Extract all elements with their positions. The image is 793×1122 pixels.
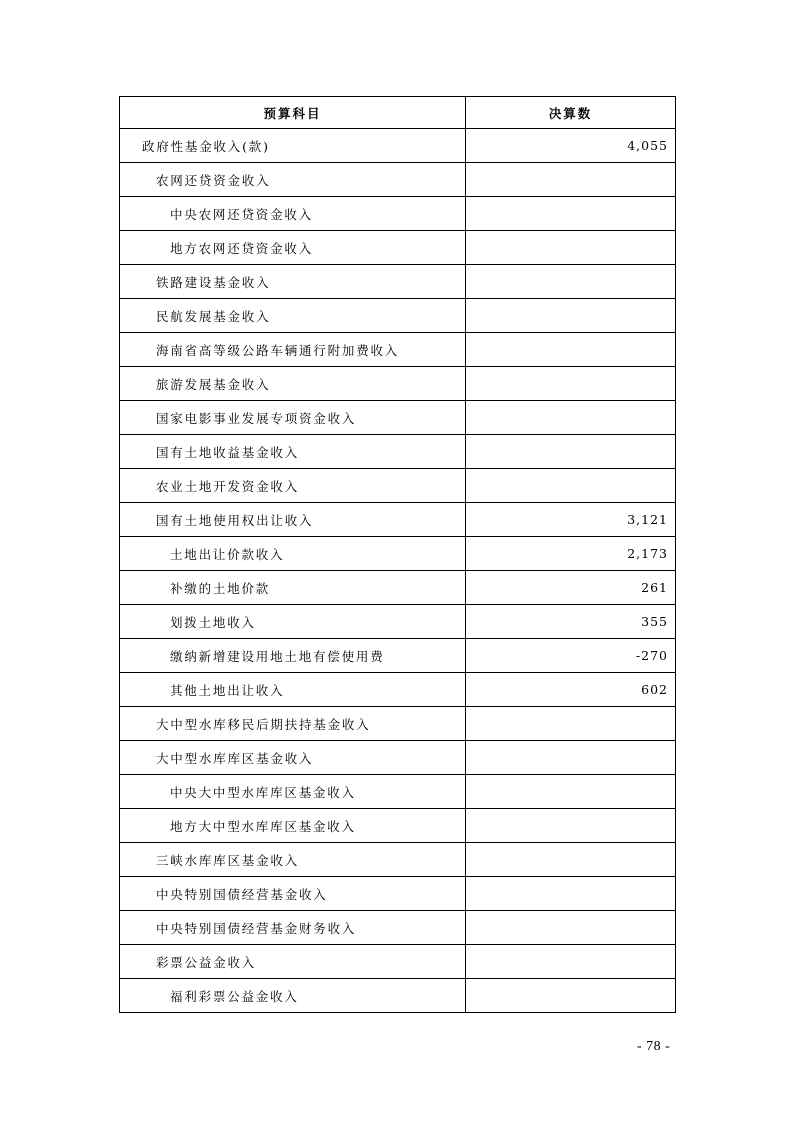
table-row (120, 333, 676, 367)
final-amount: 602 (466, 673, 676, 707)
table-row (120, 639, 676, 673)
table-row (120, 265, 676, 299)
final-amount (466, 809, 676, 843)
table-row (120, 809, 676, 843)
final-amount (466, 401, 676, 435)
budget-item-name: 彩票公益金收入 (120, 945, 466, 979)
table-row (120, 367, 676, 401)
final-amount (466, 231, 676, 265)
table-row (120, 945, 676, 979)
final-amount (466, 197, 676, 231)
final-amount (466, 945, 676, 979)
final-amount (466, 367, 676, 401)
budget-item-name: 福利彩票公益金收入 (120, 979, 466, 1013)
budget-item-name: 国有土地收益基金收入 (120, 435, 466, 469)
budget-item-name: 农业土地开发资金收入 (120, 469, 466, 503)
table-row (120, 605, 676, 639)
table-row (120, 537, 676, 571)
budget-item-name: 旅游发展基金收入 (120, 367, 466, 401)
budget-item-name: 农网还贷资金收入 (120, 163, 466, 197)
table-row (120, 741, 676, 775)
final-amount (466, 299, 676, 333)
final-amount: 4,055 (466, 129, 676, 163)
budget-item-name: 民航发展基金收入 (120, 299, 466, 333)
budget-item-name: 地方大中型水库库区基金收入 (120, 809, 466, 843)
table-row (120, 707, 676, 741)
budget-item-name: 国有土地使用权出让收入 (120, 503, 466, 537)
column-header-budget-item: 预算科目 (120, 97, 466, 129)
budget-item-name: 地方农网还贷资金收入 (120, 231, 466, 265)
budget-item-name: 三峡水库库区基金收入 (120, 843, 466, 877)
budget-table (119, 96, 676, 1013)
table-row (120, 231, 676, 265)
table-row (120, 979, 676, 1013)
budget-item-name: 缴纳新增建设用地土地有偿使用费 (120, 639, 466, 673)
table-row (120, 775, 676, 809)
table-row (120, 843, 676, 877)
final-amount (466, 435, 676, 469)
budget-item-name: 中央大中型水库库区基金收入 (120, 775, 466, 809)
final-amount (466, 979, 676, 1013)
final-amount (466, 707, 676, 741)
table-row (120, 911, 676, 945)
budget-item-name: 中央农网还贷资金收入 (120, 197, 466, 231)
final-amount (466, 775, 676, 809)
table-row (120, 435, 676, 469)
final-amount (466, 469, 676, 503)
budget-item-name: 政府性基金收入(款) (120, 129, 466, 163)
final-amount: 355 (466, 605, 676, 639)
budget-item-name: 海南省高等级公路车辆通行附加费收入 (120, 333, 466, 367)
final-amount (466, 163, 676, 197)
budget-item-name: 大中型水库库区基金收入 (120, 741, 466, 775)
budget-item-name: 大中型水库移民后期扶持基金收入 (120, 707, 466, 741)
final-amount (466, 843, 676, 877)
table-row (120, 129, 676, 163)
final-amount (466, 741, 676, 775)
final-amount: -270 (466, 639, 676, 673)
table-row (120, 299, 676, 333)
final-amount: 261 (466, 571, 676, 605)
final-amount (466, 877, 676, 911)
budget-item-name: 划拨土地收入 (120, 605, 466, 639)
final-amount (466, 911, 676, 945)
budget-item-name: 铁路建设基金收入 (120, 265, 466, 299)
table-header-row (120, 97, 676, 129)
column-header-final-amount: 决算数 (466, 97, 676, 129)
budget-item-name: 中央特别国债经营基金财务收入 (120, 911, 466, 945)
table-body (120, 129, 676, 1013)
table-row (120, 401, 676, 435)
table-row (120, 469, 676, 503)
final-amount (466, 333, 676, 367)
budget-item-name: 补缴的土地价款 (120, 571, 466, 605)
final-amount: 2,173 (466, 537, 676, 571)
budget-item-name: 土地出让价款收入 (120, 537, 466, 571)
budget-item-name: 国家电影事业发展专项资金收入 (120, 401, 466, 435)
table-row (120, 503, 676, 537)
final-amount: 3,121 (466, 503, 676, 537)
budget-item-name: 中央特别国债经营基金收入 (120, 877, 466, 911)
table-row (120, 673, 676, 707)
table-row (120, 197, 676, 231)
table-row (120, 877, 676, 911)
budget-item-name: 其他土地出让收入 (120, 673, 466, 707)
table-row (120, 163, 676, 197)
page-number: - 78 - (637, 1039, 671, 1054)
table-row (120, 571, 676, 605)
final-amount (466, 265, 676, 299)
